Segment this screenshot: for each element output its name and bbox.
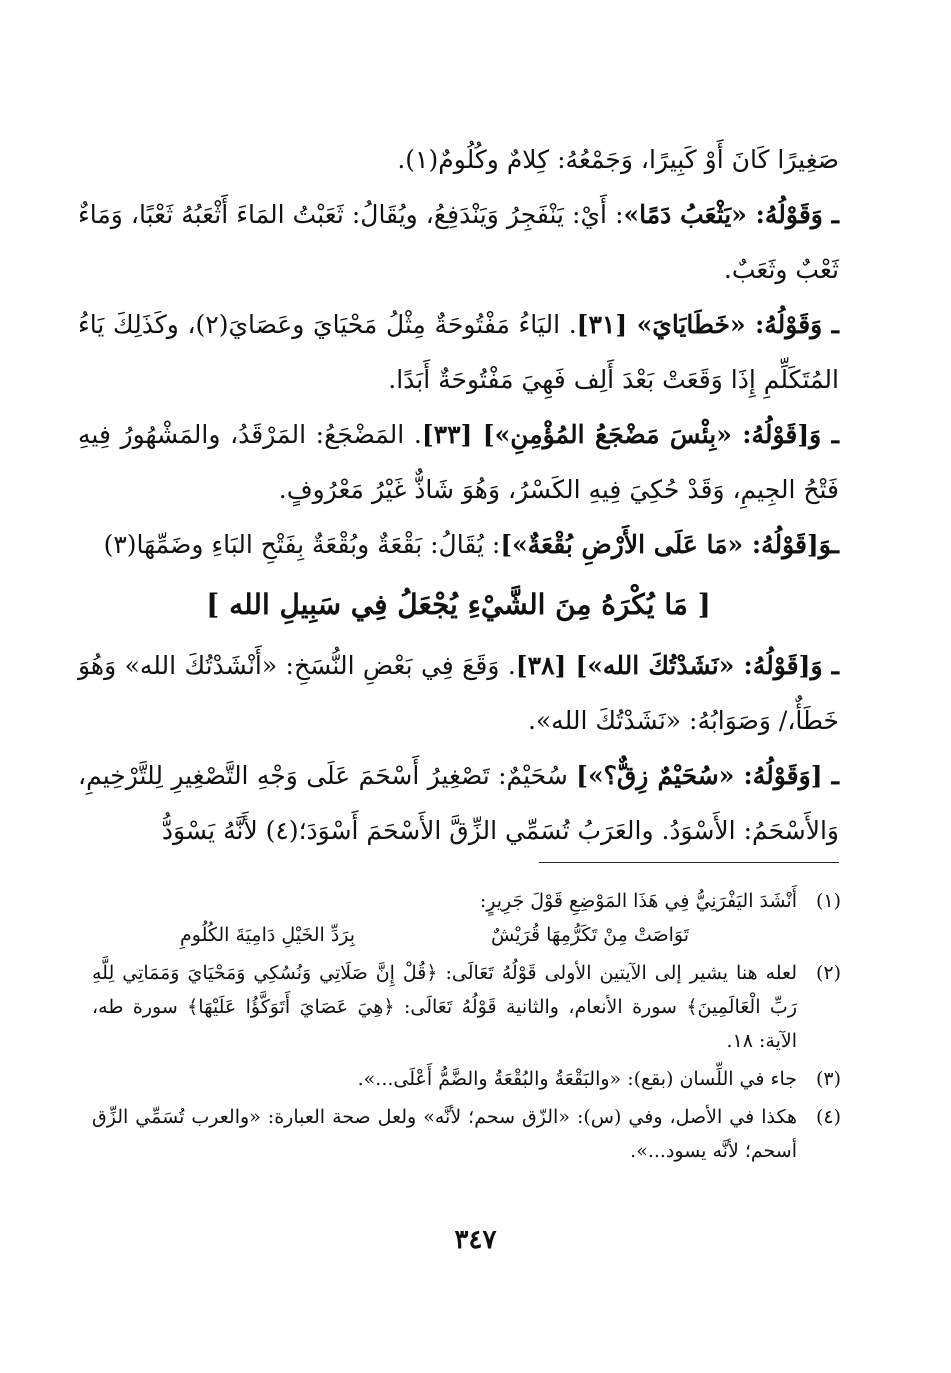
verse-second-hemistich: بِرَدِّ الخَيْلِ دَامِيَةَ الكُلُومِ xyxy=(180,924,356,946)
entry-lead: ـوَ[قَوْلُهُ: «مَا عَلَى الأَرْضِ بُقْعَةٌ»] xyxy=(500,530,839,559)
paragraph-1: صَغِيرًا كَانَ أَوْ كَبِيرًا، وَجَمْعُهُ: كِلامٌ وكُلُومٌ(١). xyxy=(397,145,839,174)
footnote-number: (٢) xyxy=(815,962,841,984)
footnote-number: (١) xyxy=(815,890,841,912)
paragraph-4 xyxy=(78,407,839,517)
footnote-text: أَنْشَدَ اليَفْرَنِيُّ فِي هَذَا المَوْضِعِ قَوْلَ جَرِيرٍ: xyxy=(479,890,797,912)
footnote-number: (٤) xyxy=(815,1106,841,1128)
entry-lead: ـ وَقَوْلُهُ: «يَثْعَبُ دَمًا» xyxy=(623,200,839,229)
entry-text: . وَقَعَ فِي بَعْضِ النُّسَخِ: «أَنْشَدْتُكَ الله» وَهُوَ خَطَأٌ،/ وَصَوَابُهُ: «نَشَدْتُكَ الله». xyxy=(78,651,839,735)
footnote-number: (٣) xyxy=(815,1068,841,1090)
footnote-divider xyxy=(539,862,839,863)
entry-lead: ـ وَقَوْلُهُ: «خَطَايَايَ» [٣١] xyxy=(576,310,839,339)
entry-lead: ـ وَ[قَوْلُهُ: «نَشَدْتُكَ الله»] [٣٨] xyxy=(515,651,839,680)
footnote-1 xyxy=(92,884,841,952)
entry-text: : أَيْ: يَنْفَجِرُ وَيَنْدَفِعُ، ويُقَالُ: ثَعَبْتُ المَاءَ أَثْعَبُهُ ثَعْبًا، وَمَاءٌ ثَعْبٌ وثَعَبٌ. xyxy=(78,200,839,284)
footnote-4 xyxy=(92,1100,841,1168)
entry-text: : يُقَالُ: بَقْعَةٌ وبُقْعَةٌ بِفَتْحِ البَاءِ وضَمِّهَا(٣) xyxy=(103,530,501,559)
entry-text: . المَضْجَعُ: المَرْقَدُ، والمَشْهُورُ فِيهِ فَتْحُ الجِيمِ، وَقَدْ حُكِيَ فِيهِ الكَسْرُ، وَهُوَ شَاذٌّ غَيْرُ مَعْرُوفٍ. xyxy=(78,420,839,504)
verse-first-hemistich: تَوَاصَتْ مِنْ تَكَرُّمِهَا قُرَيْشٌ xyxy=(491,924,690,946)
footnote-text: جاء في اللِّسان (بقع): «والبَقْعَةُ والبُقْعَةُ والضَّمُّ أَعْلَى...». xyxy=(357,1068,797,1090)
section-heading: [ مَا يُكْرَهُ مِنَ الشَّيْءِ يُجْعَلُ فِي سَبِيلِ الله ] xyxy=(206,588,711,621)
main-text xyxy=(78,132,839,858)
footnote-2 xyxy=(92,956,841,1058)
entry-lead: ـ [وَقَوْلُهُ: «سُحَيْمٌ زِقٌّ؟»] xyxy=(576,761,839,790)
footnote-text: لعله هنا يشير إلى الآيتين الأولى قَوْلُهُ تَعَالَى: ﴿قُلْ إِنَّ صَلَاتِي وَنُسُكِي وَمَحْيَايَ وَمَمَاتِي لِلَّهِ رَبِّ الْعَالَمِينَ﴾ سورة الأنعام، والثانية قَوْلُهُ تَعَالَى: ﴿هِيَ عَصَايَ أَتَوَكَّؤُا عَلَيْهَا﴾ سورة طه، الآية: ١٨. xyxy=(92,962,797,1052)
entry-text: سُحَيْمٌ: تَصْغِيرُ أَسْحَمَ عَلَى وَجْهِ التَّصْغِيرِ لِلتَّرْخِيمِ، وَالأَسْحَمُ: الأَسْوَدُ. والعَرَبُ تُسَمِّي الزِّقَّ الأَسْحَمَ أَسْوَدَ؛(٤) لأَنَّهُ يَسْوَدُّ xyxy=(78,761,839,845)
footnote-3 xyxy=(92,1062,841,1096)
footnote-text: هكذا في الأصل، وفي (س): «الزّق سحم؛ لأنَّه» ولعل صحة العبارة: «والعرب تُسَمِّي الزِّق أسحم؛ لأنَّه يسود...». xyxy=(92,1106,797,1162)
paragraph-7 xyxy=(78,748,839,858)
footnotes xyxy=(92,884,841,1172)
page-number: ٣٤٧ xyxy=(454,1225,497,1255)
paragraph-5 xyxy=(78,517,839,572)
paragraph-6 xyxy=(78,638,839,748)
poem-verse xyxy=(92,918,797,952)
paragraph-3 xyxy=(78,297,839,407)
entry-lead: ـ وَ[قَوْلُهُ: «بِئْسَ مَضْجَعُ المُؤْمِنِ»] [٣٣] xyxy=(421,420,839,449)
entry-text: . اليَاءُ مَفْتُوحَةٌ مِثْلُ مَحْيَايَ وعَصَايَ(٢)، وكَذَلِكَ يَاءُ المُتَكَلِّمِ إِذَا وَقَعَتْ بَعْدَ أَلِف فَهِيَ مَفْتُوحَةٌ أَبَدًا. xyxy=(78,310,839,394)
footnote-body xyxy=(92,884,797,952)
paragraph-2 xyxy=(78,187,839,297)
